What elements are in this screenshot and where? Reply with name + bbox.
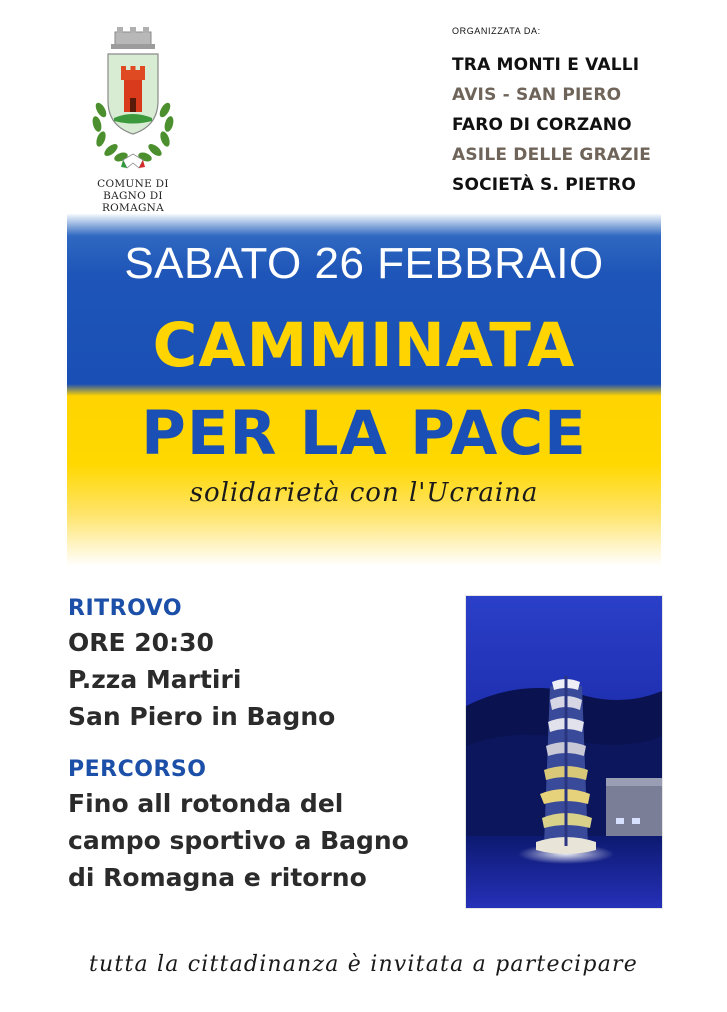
municipality-line-1: COMUNE DI (97, 178, 169, 190)
organizers-block (452, 26, 712, 200)
meeting-time: ORE 20:30 (68, 628, 214, 657)
organizers-list (452, 50, 712, 200)
route-heading: PERCORSO (68, 757, 207, 782)
organizer-item: AVIS - SAN PIERO (452, 85, 622, 105)
organizers-label: ORGANIZZATA DA: (452, 26, 541, 36)
municipal-crest (72, 26, 194, 214)
route-line: di Romagna e ritorno (68, 863, 367, 892)
event-subtitle: solidarietà con l'Ucraina (189, 478, 539, 508)
organizer-item: SOCIETÀ S. PIETRO (452, 175, 637, 195)
meeting-heading: RITROVO (68, 596, 183, 621)
event-details (68, 594, 458, 896)
event-title-line-1: CAMMINATA (152, 310, 576, 381)
event-date: SABATO 26 FEBBRAIO (124, 239, 604, 288)
meeting-town: San Piero in Bagno (68, 702, 336, 731)
illuminated-spiral-tower-photo (466, 596, 662, 908)
municipality-name (72, 178, 194, 214)
municipality-line-2: BAGNO DI ROMAGNA (101, 190, 165, 214)
organizer-item: FARO DI CORZANO (452, 115, 632, 135)
meeting-place: P.zza Martiri (68, 665, 242, 694)
route-line: campo sportivo a Bagno (68, 826, 409, 855)
event-title-line-2: PER LA PACE (141, 398, 587, 469)
ukraine-flag-banner (67, 214, 661, 566)
footer-invitation: tutta la cittadinanza è invitata a partecipare (89, 952, 638, 977)
monument-photo (465, 595, 663, 909)
organizer-item: ASILE DELLE GRAZIE (452, 145, 652, 165)
tower-coat-of-arms-icon (81, 26, 185, 176)
organizer-item: TRA MONTI E VALLI (452, 55, 640, 75)
route-line: Fino all rotonda del (68, 789, 344, 818)
